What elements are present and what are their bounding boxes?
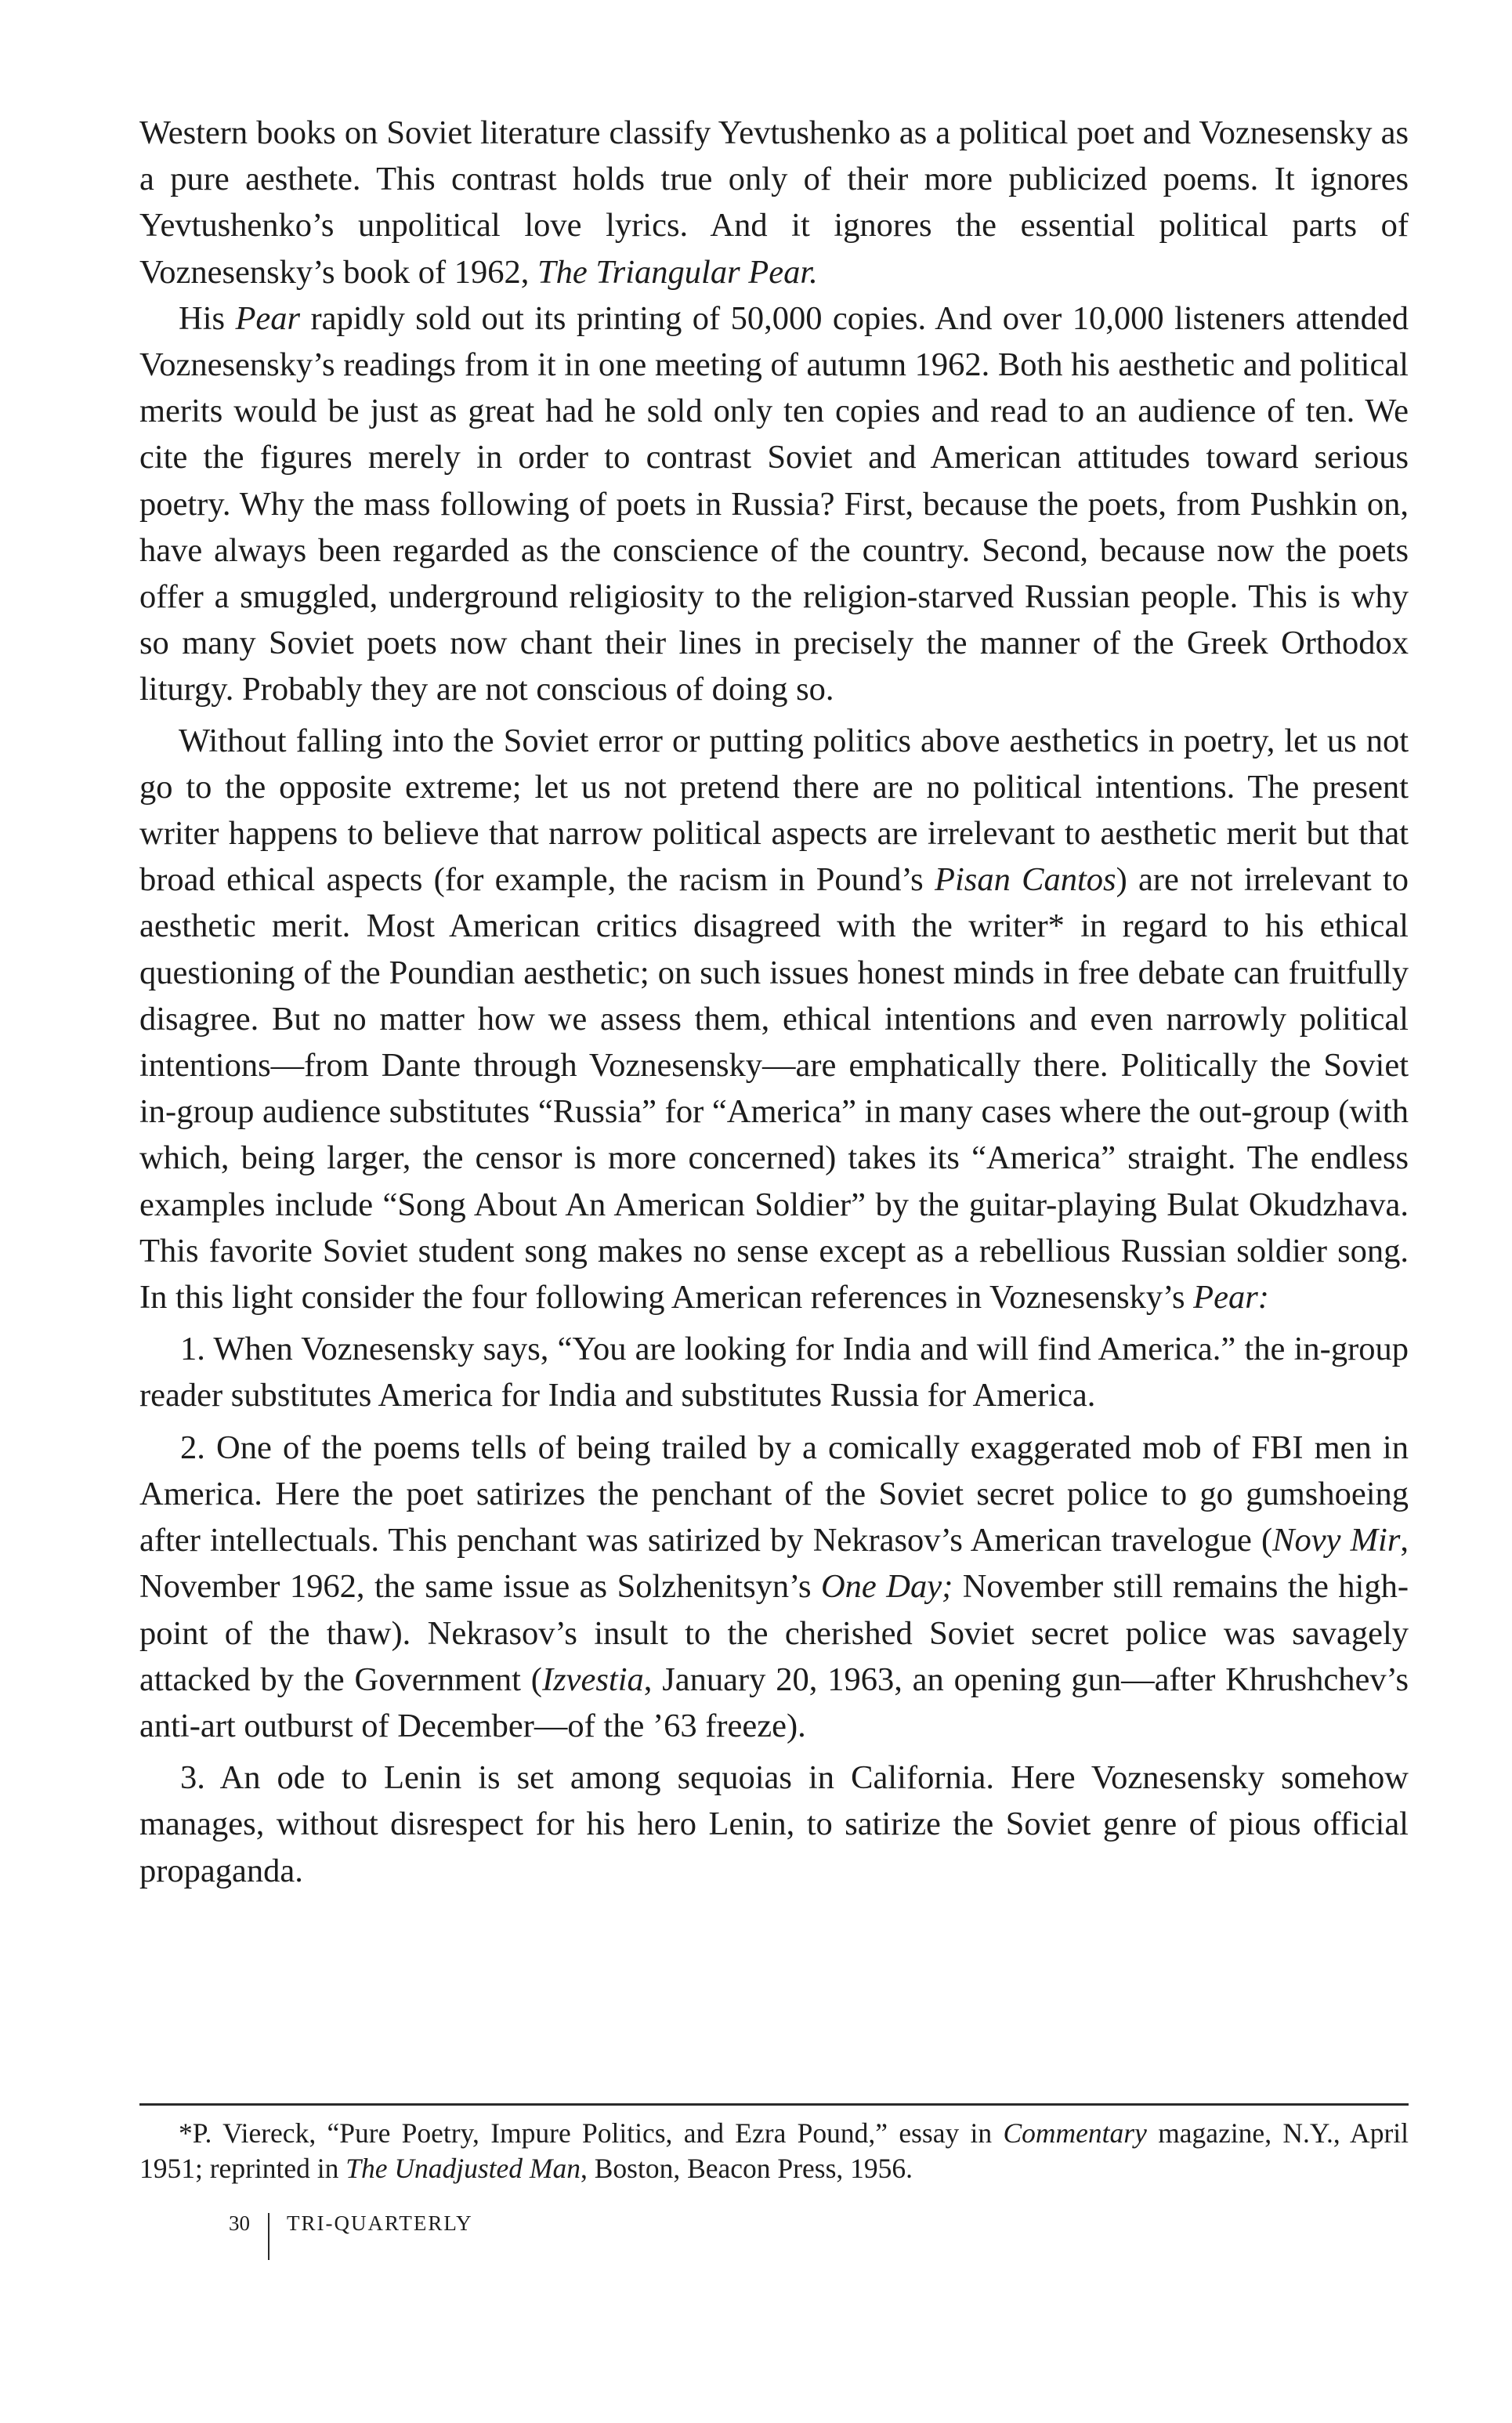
italic-title: Pisan Cantos	[935, 861, 1116, 899]
text-run: , Boston, Beacon Press, 1956.	[581, 2153, 913, 2184]
italic-title: Izvestia	[541, 1661, 644, 1698]
footnote	[139, 2116, 1409, 2186]
list-item-1	[139, 1326, 1409, 1418]
paragraph-2	[139, 295, 1409, 713]
paragraph-3	[139, 718, 1409, 1321]
italic-title: Novy Mir	[1272, 1522, 1401, 1559]
italic-title: The Unadjusted Man	[345, 2153, 581, 2184]
text-run: rapidly sold out its printing of 50,000 copies. And over 10,000 listeners attended Voznesensky’s readings from it in one meeting of autumn 1962. Both his aesthetic and political merits would be just as great had he sold only ten copies and read to an audience of ten. We cite the figures merely in order to contrast Soviet and American attitudes toward serious poetry. Why the mass following of poets in Russia? First, because the poets, from Pushkin on, have always been regarded as the conscience of the country. Second, because now the poets offer a smuggled, underground religiosity to the religion-starved Russian people. This is why so many Soviet poets now chant their lines in precisely the manner of the Greek Orthodox liturgy. Probably they are not conscious of doing so.	[139, 299, 1409, 708]
italic-title: One Day;	[820, 1568, 953, 1606]
body-text	[139, 110, 1409, 1894]
list-item-3	[139, 1755, 1409, 1894]
text-run: Without falling into the Soviet error or putting politics above aesthetics in poetry, let us not go to the opposite extreme; let us not pretend there are no political intentions. The present writer happens to believe that narrow political aspects are irrelevant to aesthetic merit but that broad ethical aspects (for example, the racism in Pound’s	[139, 722, 1409, 899]
italic-title: Pear:	[1193, 1279, 1269, 1317]
text-run: *P. Viereck, “Pure Poetry, Impure Politics, and Ezra Pound,” essay in	[179, 2117, 1004, 2149]
text-run: , November 1962, the same issue as Solzhenitsyn’s	[139, 1522, 1409, 1606]
text-run: Western books on Soviet literature classify Yevtushenko as a political poet and Voznesensky as a pure aesthete. This contrast holds true only of their more publicized poems. It ignores Yevtushenko’s unpolitical love lyrics. And it ignores the essential political parts of Voznesensky’s book of 1962,	[139, 114, 1409, 291]
italic-title: Pear	[235, 299, 301, 337]
footnote-divider	[139, 2103, 1409, 2106]
text-run: 2. One of the poems tells of being trailed by a comically exaggerated mob of FBI men in America. Here the poet satirizes the penchant of the Soviet secret police to go gumshoeing after intellectuals. This penchant was satirized by Nekrasov’s American travelogue (	[139, 1429, 1409, 1559]
text-run: magazine, N.Y., April 1951; reprinted in	[139, 2117, 1409, 2184]
text-run: 3. An ode to Lenin is set among sequoias in California. Here Voznesensky somehow manages, without disrespect for his hero Lenin, to satirize the Soviet genre of pious official propaganda.	[139, 1759, 1409, 1889]
text-run: November still remains the high-point of the thaw). Nekrasov’s insult to the cherished Soviet secret police was savagely attacked by the Government (	[139, 1568, 1409, 1698]
text-run: 1. When Voznesensky says, “You are looking for India and will find America.” the in-group reader substitutes America for India and substitutes Russia for America.	[139, 1331, 1409, 1414]
text-run: , January 20, 1963, an opening gun—after Khrushchev’s anti-art outburst of December—of the ’63 freeze).	[139, 1661, 1409, 1744]
journal-title: TRI-QUARTERLY	[287, 2211, 473, 2235]
text-run: His	[179, 299, 236, 337]
footer-divider	[268, 2213, 269, 2260]
paragraph-1	[139, 110, 1409, 295]
text-run: ) are not irrelevant to aesthetic merit. Most American critics disagreed with the writer* in regard to his ethical questioning of the Poundian aesthetic; on such issues honest minds in free debate can fruitfully disagree. But no matter how we assess them, ethical intentions and even narrowly political intentions—from Dante through Voznesensky—are emphatically there. Politically the Soviet in-group audience substitutes “Russia” for “America” in many cases where the out-group (with which, being larger, the censor is more concerned) takes its “America” straight. The endless examples include “Song About An American Soldier” by the guitar-playing Bulat Okudzhava. This favorite Soviet student song makes no sense except as a rebellious Russian soldier song. In this light consider the four following American references in Voznesensky’s	[139, 861, 1409, 1317]
italic-title: Commentary	[1003, 2117, 1147, 2149]
page-number: 30	[229, 2211, 250, 2235]
list-item-2	[139, 1425, 1409, 1749]
italic-title: The Triangular Pear.	[537, 253, 818, 291]
